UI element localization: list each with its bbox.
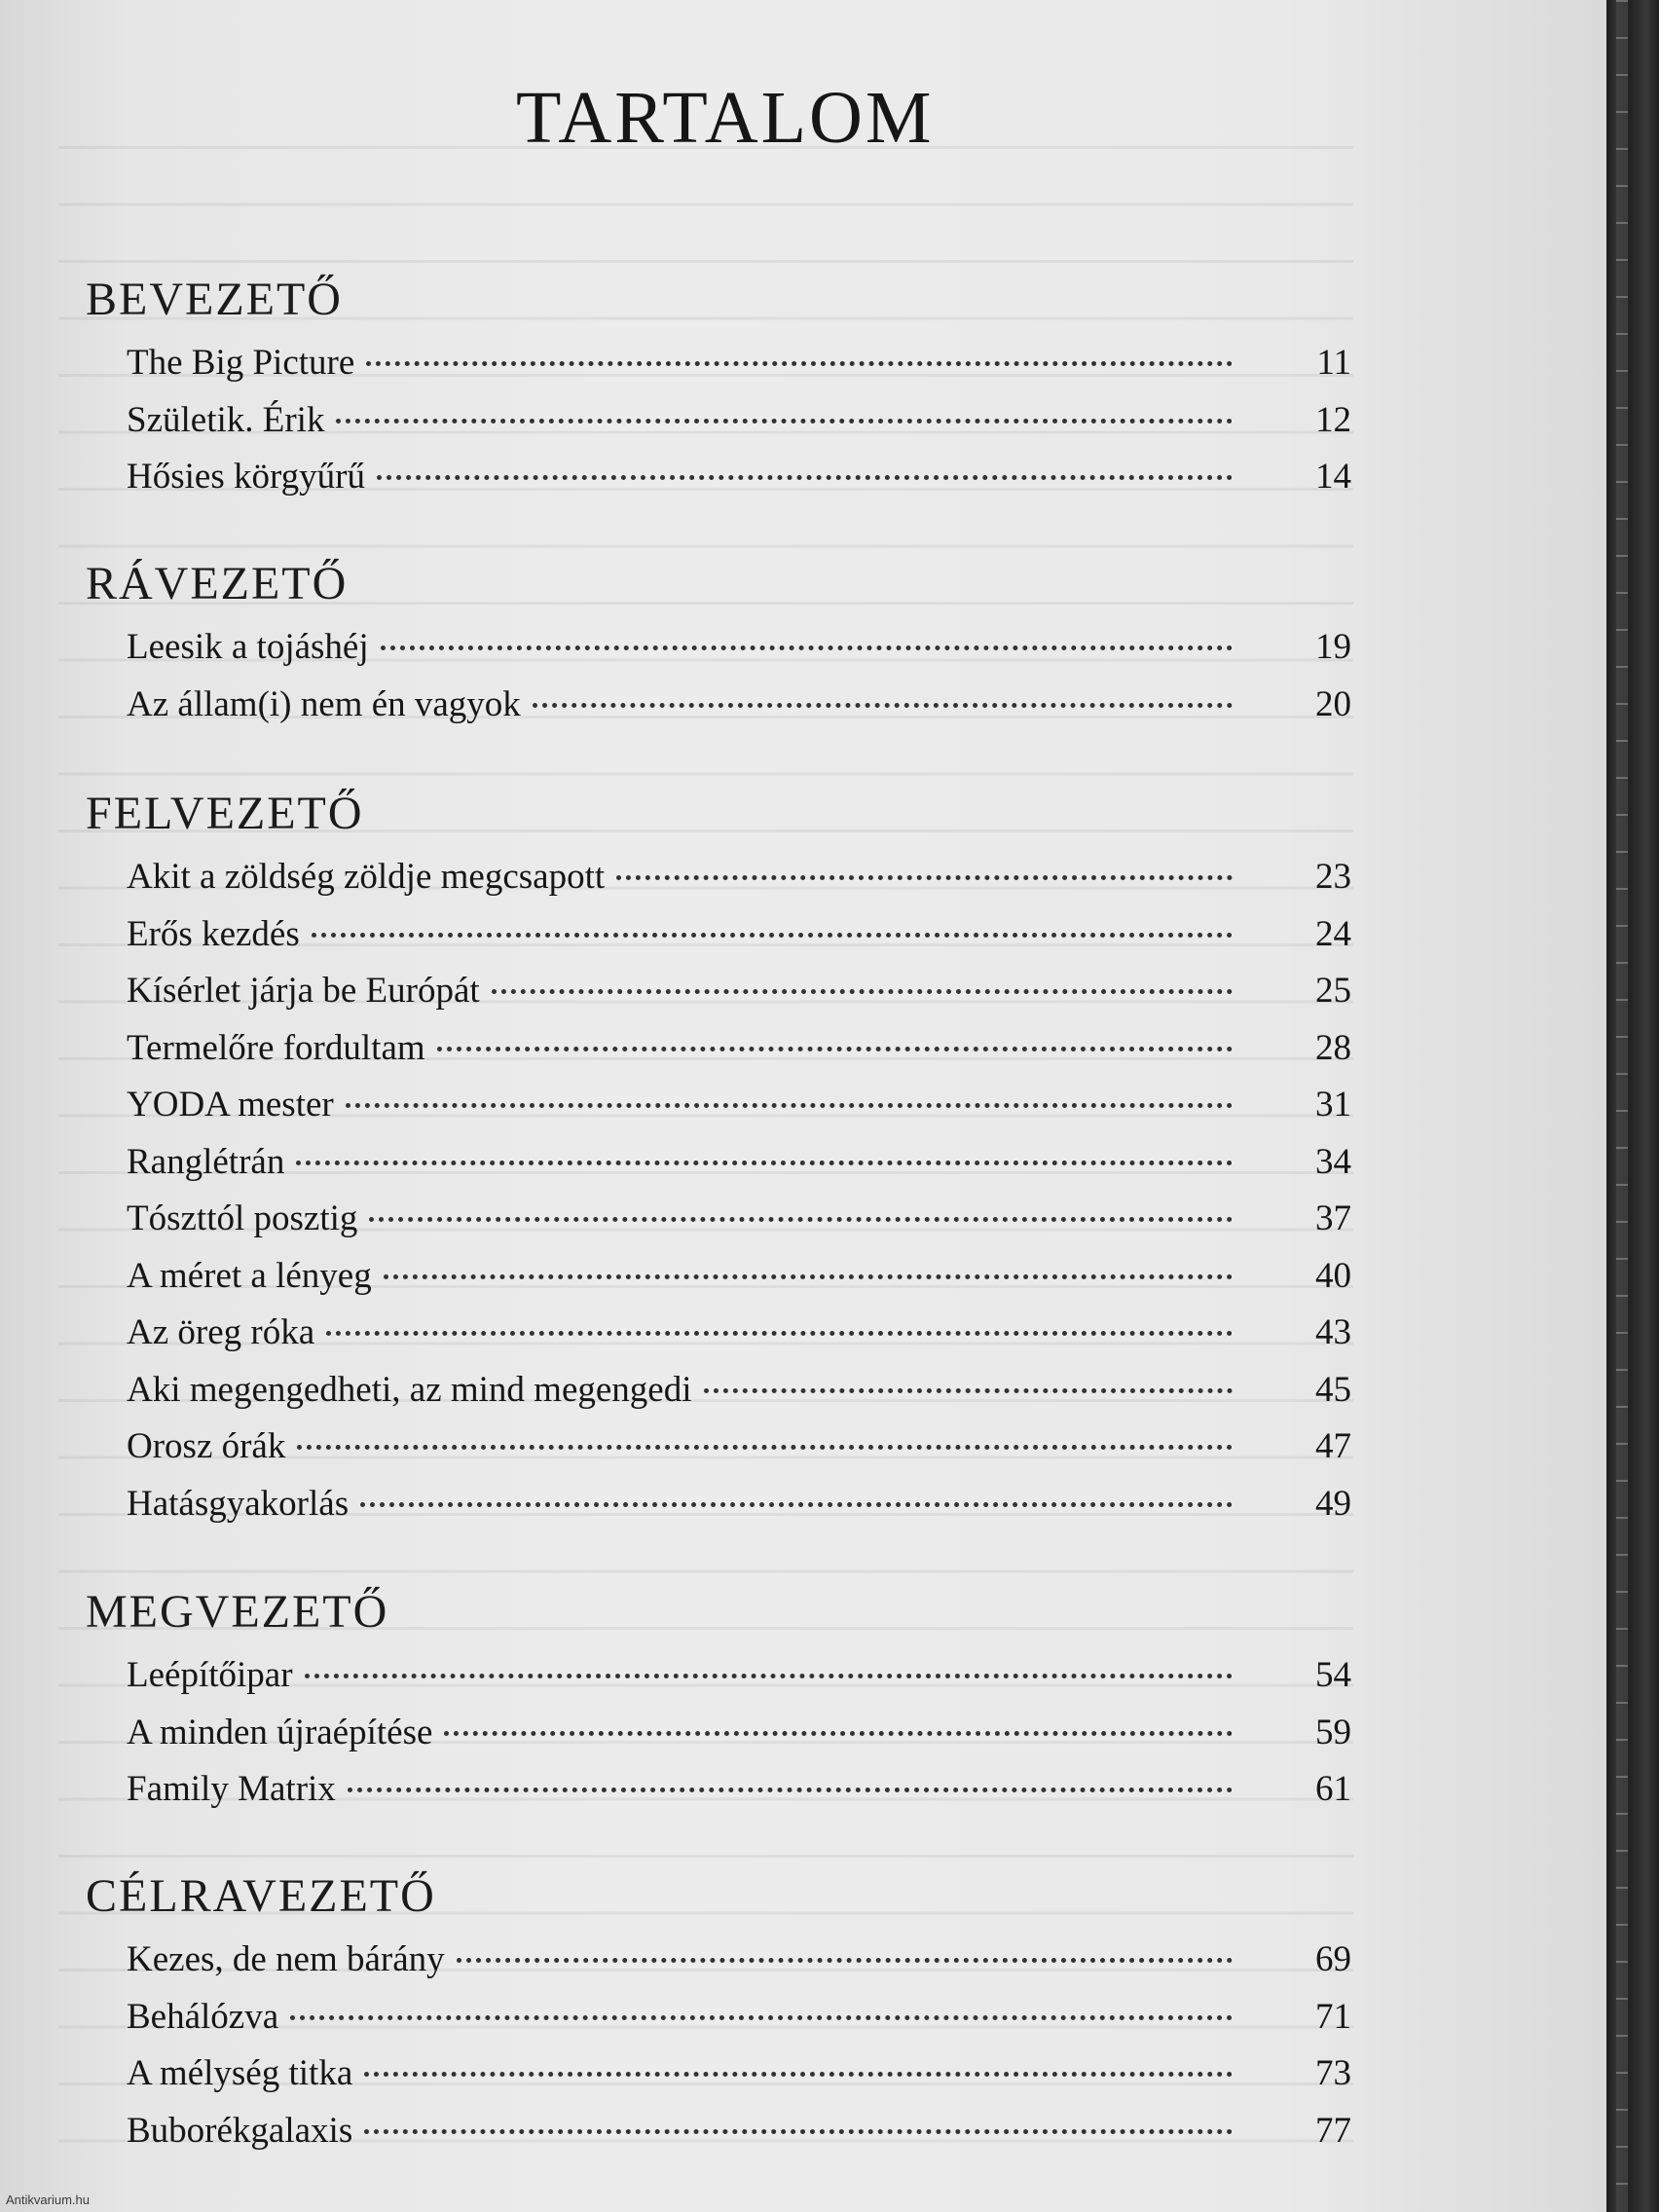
entry-page-number: 49 — [1315, 1483, 1351, 1524]
entry-title: The Big Picture — [127, 343, 355, 383]
section-title: BEVEZETŐ — [86, 274, 343, 325]
entry-page-number: 73 — [1315, 2053, 1351, 2093]
toc-section-ravezeto — [86, 549, 1351, 733]
dot-leader — [377, 475, 1233, 480]
entry-title: Buborékgalaxis — [127, 2110, 353, 2151]
toc-entry — [86, 2046, 1351, 2103]
entry-title: Leépítőipar — [127, 1655, 293, 1695]
entry-title: Termelőre fordultam — [127, 1027, 425, 1068]
entry-title: Orosz órák — [127, 1426, 286, 1466]
entry-page-number: 37 — [1315, 1198, 1351, 1238]
dot-leader — [381, 645, 1233, 650]
dot-leader — [364, 2129, 1233, 2134]
entry-title: Aki megengedheti, az mind megengedi — [127, 1369, 692, 1410]
watermark: Antikvarium.hu — [6, 2193, 90, 2207]
dot-leader — [346, 1103, 1233, 1108]
entry-title: Hősies körgyűrű — [127, 457, 365, 497]
entry-page-number: 24 — [1315, 913, 1351, 954]
entry-title: Ranglétrán — [127, 1141, 285, 1182]
entry-page-number: 19 — [1315, 627, 1351, 667]
entry-page-number: 25 — [1315, 971, 1351, 1011]
entry-title: A méret a lényeg — [127, 1255, 372, 1296]
entry-page-number: 69 — [1315, 1939, 1351, 1979]
toc-entry — [86, 1077, 1351, 1134]
dot-leader — [364, 2072, 1233, 2077]
entry-title: Akit a zöldség zöldje megcsapott — [127, 857, 606, 897]
section-title: MEGVEZETŐ — [86, 1586, 389, 1638]
toc-entry — [86, 449, 1351, 506]
entry-page-number: 34 — [1315, 1141, 1351, 1182]
toc-entry — [86, 335, 1351, 392]
section-title: FELVEZETŐ — [86, 788, 364, 839]
entry-list — [86, 1647, 1351, 1819]
entry-title: Születik. Érik — [127, 399, 325, 440]
toc-entry — [86, 1647, 1351, 1705]
entry-title: A mélység titka — [127, 2053, 353, 2093]
entry-title: Az öreg róka — [127, 1312, 315, 1352]
dot-leader — [366, 361, 1233, 366]
toc-entry — [86, 1761, 1351, 1819]
entry-title: Erős kezdés — [127, 913, 300, 954]
toc-entry — [86, 1476, 1351, 1533]
entry-page-number: 59 — [1315, 1712, 1351, 1752]
toc-entry — [86, 963, 1351, 1020]
dot-leader — [336, 419, 1233, 424]
entry-title: Kezes, de nem bárány — [127, 1939, 445, 1979]
dot-leader — [444, 1731, 1233, 1736]
entry-title: YODA mester — [127, 1085, 334, 1124]
entry-list — [86, 849, 1351, 1532]
toc-entry — [86, 1705, 1351, 1762]
toc-entry — [86, 1248, 1351, 1306]
toc-entry — [86, 1191, 1351, 1248]
page-title: TARTALOM — [516, 77, 935, 159]
dot-leader — [296, 1161, 1233, 1165]
entry-page-number: 45 — [1315, 1369, 1351, 1410]
entry-page-number: 54 — [1315, 1655, 1351, 1695]
entry-title: A minden újraépítése — [127, 1712, 433, 1752]
entry-page-number: 47 — [1315, 1426, 1351, 1466]
page-stack-edge — [1616, 0, 1628, 2212]
dot-leader — [348, 1788, 1233, 1792]
toc-section-celravezeto — [86, 1862, 1351, 2159]
dot-leader — [704, 1388, 1233, 1393]
entry-title: Family Matrix — [127, 1769, 336, 1809]
dot-leader — [326, 1331, 1233, 1336]
dot-leader — [290, 2015, 1233, 2020]
entry-page-number: 61 — [1315, 1769, 1351, 1809]
entry-list — [86, 1932, 1351, 2159]
dot-leader — [457, 1958, 1233, 1963]
entry-page-number: 12 — [1315, 399, 1351, 440]
entry-list — [86, 335, 1351, 506]
entry-page-number: 23 — [1315, 857, 1351, 897]
entry-title: Az állam(i) nem én vagyok — [127, 683, 521, 724]
toc-entry — [86, 1020, 1351, 1078]
section-title: RÁVEZETŐ — [86, 558, 349, 609]
entry-title: Behálózva — [127, 1996, 279, 2037]
entry-page-number: 43 — [1315, 1312, 1351, 1352]
toc-entry — [86, 1305, 1351, 1362]
entry-title: Tószttól posztig — [127, 1198, 358, 1238]
toc-section-felvezeto — [86, 779, 1351, 1532]
toc-entry — [86, 849, 1351, 906]
toc-entry — [86, 1932, 1351, 1989]
dot-leader — [533, 703, 1233, 708]
toc-entry — [86, 677, 1351, 734]
entry-page-number: 28 — [1315, 1027, 1351, 1068]
entry-page-number: 11 — [1316, 343, 1351, 383]
toc-entry — [86, 906, 1351, 964]
dot-leader — [492, 989, 1233, 994]
dot-leader — [437, 1047, 1233, 1051]
toc-entry — [86, 1134, 1351, 1192]
dot-leader — [360, 1502, 1233, 1507]
dot-leader — [369, 1217, 1233, 1222]
toc-entry — [86, 619, 1351, 677]
dot-leader — [616, 875, 1233, 880]
dot-leader — [384, 1274, 1233, 1279]
entry-page-number: 71 — [1315, 1996, 1351, 2037]
entry-list — [86, 619, 1351, 733]
entry-page-number: 40 — [1315, 1255, 1351, 1296]
entry-page-number: 14 — [1315, 457, 1351, 497]
dot-leader — [297, 1445, 1233, 1450]
dot-leader — [312, 933, 1233, 938]
entry-page-number: 20 — [1315, 683, 1351, 724]
toc-section-bevezeto — [86, 265, 1351, 506]
toc-entry — [86, 1419, 1351, 1476]
toc-entry — [86, 1989, 1351, 2046]
entry-title: Kísérlet járja be Európát — [127, 971, 480, 1011]
entry-page-number: 77 — [1315, 2110, 1351, 2151]
entry-page-number: 31 — [1315, 1085, 1351, 1124]
toc-entry — [86, 2103, 1351, 2160]
entry-title: Leesik a tojáshéj — [127, 627, 369, 667]
toc-section-megvezeto — [86, 1577, 1351, 1819]
section-title: CÉLRAVEZETŐ — [86, 1870, 436, 1922]
toc-entry — [86, 1362, 1351, 1419]
toc-entry — [86, 392, 1351, 450]
dot-leader — [305, 1674, 1233, 1678]
entry-title: Hatásgyakorlás — [127, 1483, 350, 1524]
book-spine — [1606, 0, 1659, 2212]
